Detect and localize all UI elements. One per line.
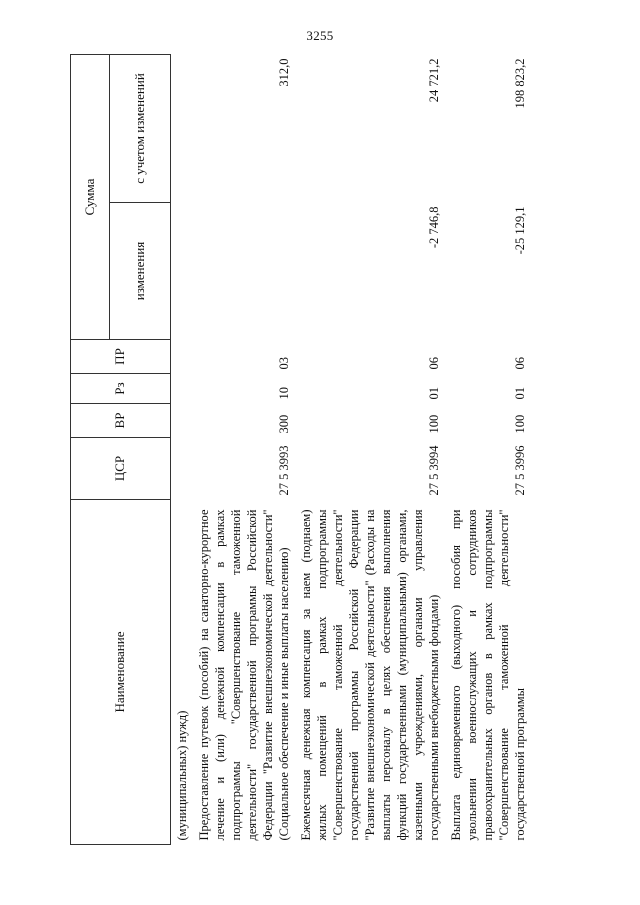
budget-table [70, 54, 531, 845]
row-csr: 27 5 3994 [427, 445, 441, 496]
table-row [295, 55, 445, 845]
row-total [171, 55, 194, 203]
header-change: изменения [110, 203, 171, 340]
header-pr: ПР [71, 340, 171, 374]
row-rz: 01 [513, 387, 527, 400]
row-vr: 100 [513, 414, 527, 434]
row-rz: 01 [427, 387, 441, 400]
table-row [445, 55, 531, 845]
header-name: Наименование [71, 500, 171, 845]
row-csr [171, 438, 194, 500]
row-csr: 27 5 3993 [277, 445, 291, 496]
row-pr: 03 [277, 357, 291, 370]
row-name: Выплата единовременного (выходного) пособия при увольнении военнослужащих и сотрудников правоохранительных органов в рамках подпрограммы "Совершенствование таможенной деятельности" государственной программы [449, 509, 527, 841]
header-with-change: с учетом изменений [110, 55, 171, 203]
row-change [171, 203, 194, 340]
row-pr [171, 340, 194, 374]
table-body [171, 55, 532, 845]
row-name: Ежемесячная денежная компенсация за наем (поднаем) жилых помещений в рамках подпрограммы "Совершенствование таможенной деятельности" государственной программы Российской Федерации "Развитие внешнеэкономической деятельности" (Расходы на выплаты персоналу в целях обеспечения выполнения функций государственными (муниципальными) органами, казенными учреждениями, органами управления государственными внебюджетными фондами) [299, 509, 441, 841]
row-name: (муниципальных) нужд) [175, 710, 189, 841]
row-total: 198 823,2 [513, 58, 527, 109]
header-sum: Сумма [71, 55, 110, 340]
row-pr: 06 [513, 357, 527, 370]
row-rz: 10 [277, 387, 291, 400]
row-name: Предоставление путевок (пособий) на санаторно-курортное лечение и (или) денежной компенсации в рамках подпрограммы "Совершенствование таможенной деятельности" государственной программы Российской Федерации "Развитие внешнеэкономической деятельности" (Социальное обеспечение и иные выплаты населению) [197, 509, 291, 841]
row-csr: 27 5 3996 [513, 445, 527, 496]
rotated-table-container [70, 55, 605, 845]
row-change: -2 746,8 [427, 206, 441, 249]
row-vr [171, 404, 194, 438]
row-total: 24 721,2 [427, 58, 441, 103]
row-change [193, 203, 295, 340]
row-vr: 300 [277, 414, 291, 434]
row-total: 312,0 [277, 58, 291, 87]
header-csr: ЦСР [71, 438, 171, 500]
header-vr: ВР [71, 404, 171, 438]
row-rz [171, 374, 194, 404]
header-rz: Рз [71, 374, 171, 404]
row-change: -25 129,1 [513, 206, 527, 255]
table-header [71, 55, 171, 845]
row-pr: 06 [427, 357, 441, 370]
table-row [193, 55, 295, 845]
page-number: 3255 [306, 28, 334, 43]
row-vr: 100 [427, 414, 441, 434]
table-row [171, 55, 194, 845]
